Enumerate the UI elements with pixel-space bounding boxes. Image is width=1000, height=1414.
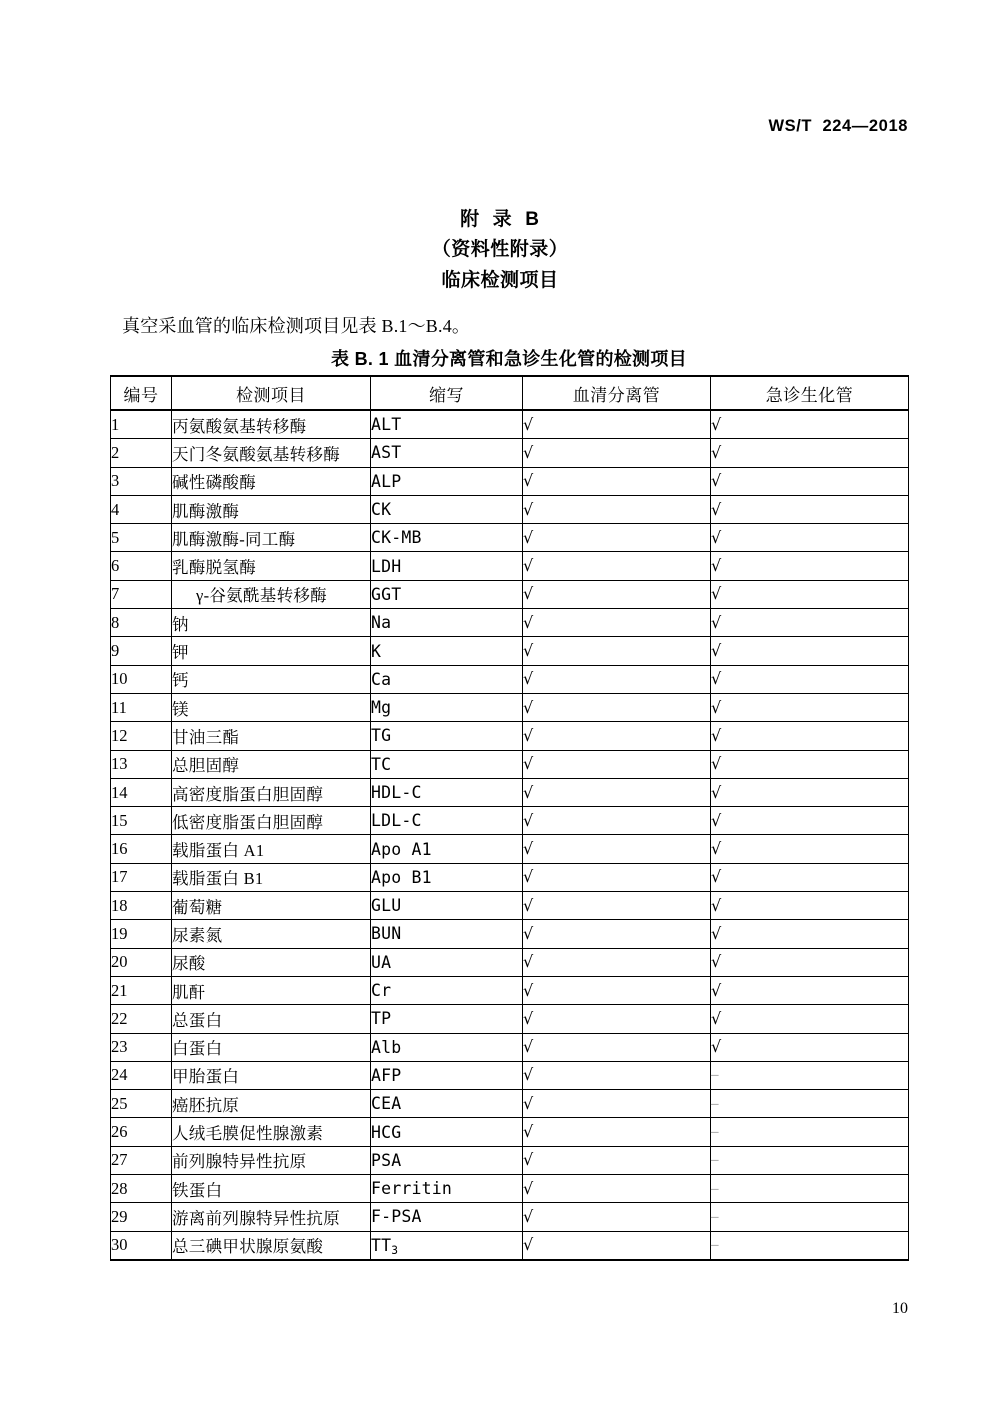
- check-icon: √: [711, 499, 722, 519]
- cell-no: 16: [111, 835, 172, 863]
- cell-stat-biochemistry-tube: [711, 665, 909, 693]
- cell-no: 12: [111, 722, 172, 750]
- cell-stat-biochemistry-tube: [711, 948, 909, 976]
- dash-icon: –: [711, 1095, 719, 1112]
- cell-no: 5: [111, 524, 172, 552]
- cell-serum-separation-tube: [523, 892, 711, 920]
- check-icon: √: [711, 952, 722, 972]
- cell-serum-separation-tube: [523, 1090, 711, 1118]
- cell-stat-biochemistry-tube: [711, 1090, 909, 1118]
- table-row: [111, 1175, 909, 1203]
- cell-serum-separation-tube: [523, 693, 711, 721]
- cell-stat-biochemistry-tube: [711, 722, 909, 750]
- cell-abbreviation: UA: [371, 948, 523, 976]
- cell-abbreviation: Na: [371, 609, 523, 637]
- dash-icon: –: [711, 1152, 719, 1169]
- cell-serum-separation-tube: [523, 807, 711, 835]
- check-icon: √: [523, 527, 534, 547]
- cell-abbreviation: K: [371, 637, 523, 665]
- cell-serum-separation-tube: [523, 835, 711, 863]
- cell-serum-separation-tube: [523, 609, 711, 637]
- cell-abbreviation: Alb: [371, 1033, 523, 1061]
- check-icon: √: [523, 923, 534, 943]
- table-row: [111, 892, 909, 920]
- annex-type: （资料性附录）: [431, 239, 569, 260]
- cell-no: 9: [111, 637, 172, 665]
- cell-serum-separation-tube: [523, 637, 711, 665]
- cell-serum-separation-tube: [523, 1118, 711, 1146]
- check-icon: √: [523, 442, 534, 462]
- cell-item-name: 人绒毛膜促性腺激素: [172, 1118, 371, 1146]
- check-icon: √: [711, 980, 722, 1000]
- cell-serum-separation-tube: [523, 1203, 711, 1231]
- check-icon: √: [523, 782, 534, 802]
- cell-abbreviation: CK-MB: [371, 524, 523, 552]
- cell-stat-biochemistry-tube: [711, 439, 909, 467]
- cell-serum-separation-tube: [523, 778, 711, 806]
- cell-serum-separation-tube: [523, 948, 711, 976]
- check-icon: √: [711, 584, 722, 604]
- cell-item-name: 总三碘甲状腺原氨酸: [172, 1231, 371, 1260]
- cell-stat-biochemistry-tube: [711, 1146, 909, 1174]
- table-row: [111, 1231, 909, 1260]
- check-icon: √: [523, 584, 534, 604]
- check-icon: √: [711, 923, 722, 943]
- cell-item-name: 尿素氮: [172, 920, 371, 948]
- annex-heading-block: [0, 205, 1000, 297]
- table-row: [111, 637, 909, 665]
- table-row: [111, 948, 909, 976]
- check-icon: √: [711, 669, 722, 689]
- table-row: [111, 495, 909, 523]
- column-header-no: 编号: [111, 376, 172, 410]
- table-row: [111, 665, 909, 693]
- table-row: [111, 580, 909, 608]
- dash-icon: –: [711, 1180, 719, 1197]
- cell-no: 10: [111, 665, 172, 693]
- check-icon: √: [523, 1206, 534, 1226]
- cell-stat-biochemistry-tube: [711, 1231, 909, 1260]
- cell-abbreviation: Cr: [371, 976, 523, 1004]
- check-icon: √: [711, 867, 722, 887]
- check-icon: √: [523, 1037, 534, 1057]
- table-head: [111, 376, 909, 410]
- cell-no: 22: [111, 1005, 172, 1033]
- check-icon: √: [523, 810, 534, 830]
- cell-item-name: 乳酶脱氢酶: [172, 552, 371, 580]
- cell-stat-biochemistry-tube: [711, 807, 909, 835]
- check-icon: √: [711, 782, 722, 802]
- cell-abbreviation: TP: [371, 1005, 523, 1033]
- cell-serum-separation-tube: [523, 1033, 711, 1061]
- cell-item-name: 游离前列腺特异性抗原: [172, 1203, 371, 1231]
- check-icon: √: [711, 612, 722, 632]
- cell-stat-biochemistry-tube: [711, 495, 909, 523]
- check-icon: √: [523, 697, 534, 717]
- table-row: [111, 778, 909, 806]
- cell-stat-biochemistry-tube: [711, 467, 909, 495]
- table-header-row: [111, 376, 909, 410]
- dash-icon: –: [711, 1067, 719, 1084]
- cell-item-name: 低密度脂蛋白胆固醇: [172, 807, 371, 835]
- cell-no: 11: [111, 693, 172, 721]
- check-icon: √: [711, 1008, 722, 1028]
- check-icon: √: [523, 725, 534, 745]
- cell-serum-separation-tube: [523, 439, 711, 467]
- cell-no: 24: [111, 1061, 172, 1089]
- check-icon: √: [523, 414, 534, 434]
- cell-item-name: 铁蛋白: [172, 1175, 371, 1203]
- check-icon: √: [711, 725, 722, 745]
- check-icon: √: [523, 669, 534, 689]
- cell-item-name: 葡萄糖: [172, 892, 371, 920]
- check-icon: √: [711, 641, 722, 661]
- cell-item-name: 碱性磷酸酶: [172, 467, 371, 495]
- cell-serum-separation-tube: [523, 722, 711, 750]
- cell-no: 27: [111, 1146, 172, 1174]
- cell-serum-separation-tube: [523, 665, 711, 693]
- table-container: [110, 375, 908, 1261]
- table-row: [111, 467, 909, 495]
- table-row: [111, 863, 909, 891]
- check-icon: √: [711, 754, 722, 774]
- cell-serum-separation-tube: [523, 863, 711, 891]
- cell-serum-separation-tube: [523, 580, 711, 608]
- cell-abbreviation: Apo A1: [371, 835, 523, 863]
- cell-item-name: 肌酶激酶: [172, 495, 371, 523]
- cell-item-name: 镁: [172, 693, 371, 721]
- table-row: [111, 750, 909, 778]
- check-icon: √: [523, 839, 534, 859]
- cell-item-name: 天门冬氨酸氨基转移酶: [172, 439, 371, 467]
- check-icon: √: [523, 1093, 534, 1113]
- check-icon: √: [711, 895, 722, 915]
- cell-abbreviation: ALT: [371, 410, 523, 439]
- cell-item-name: 高密度脂蛋白胆固醇: [172, 778, 371, 806]
- cell-stat-biochemistry-tube: [711, 920, 909, 948]
- cell-abbreviation: GGT: [371, 580, 523, 608]
- table-row: [111, 722, 909, 750]
- cell-no: 7: [111, 580, 172, 608]
- cell-abbreviation: F-PSA: [371, 1203, 523, 1231]
- cell-stat-biochemistry-tube: [711, 637, 909, 665]
- cell-no: 21: [111, 976, 172, 1004]
- cell-no: 18: [111, 892, 172, 920]
- cell-item-name: 癌胚抗原: [172, 1090, 371, 1118]
- cell-serum-separation-tube: [523, 1146, 711, 1174]
- check-icon: √: [523, 641, 534, 661]
- cell-item-name: 前列腺特异性抗原: [172, 1146, 371, 1174]
- check-icon: √: [523, 1235, 534, 1255]
- cell-abbreviation: ALP: [371, 467, 523, 495]
- cell-stat-biochemistry-tube: [711, 750, 909, 778]
- page-number: 10: [892, 1300, 908, 1317]
- cell-no: 25: [111, 1090, 172, 1118]
- cell-stat-biochemistry-tube: [711, 1118, 909, 1146]
- cell-item-name: γ-谷氨酰基转移酶: [172, 580, 371, 608]
- cell-item-name: 甘油三酯: [172, 722, 371, 750]
- check-icon: √: [523, 612, 534, 632]
- cell-abbreviation: HDL-C: [371, 778, 523, 806]
- check-icon: √: [523, 1065, 534, 1085]
- check-icon: √: [711, 442, 722, 462]
- dash-icon: –: [711, 1237, 719, 1254]
- cell-stat-biochemistry-tube: [711, 1033, 909, 1061]
- cell-serum-separation-tube: [523, 1231, 711, 1260]
- cell-no: 15: [111, 807, 172, 835]
- check-icon: √: [523, 499, 534, 519]
- table-row: [111, 920, 909, 948]
- check-icon: √: [523, 1178, 534, 1198]
- cell-item-name: 肌酶激酶-同工酶: [172, 524, 371, 552]
- check-icon: √: [523, 980, 534, 1000]
- cell-item-name: 肌酐: [172, 976, 371, 1004]
- cell-abbreviation: PSA: [371, 1146, 523, 1174]
- check-icon: √: [711, 527, 722, 547]
- cell-item-name: 钾: [172, 637, 371, 665]
- table-caption: 表 B. 1 血清分离管和急诊生化管的检测项目: [331, 349, 687, 369]
- check-icon: √: [523, 1008, 534, 1028]
- cell-no: 14: [111, 778, 172, 806]
- table-row: [111, 976, 909, 1004]
- running-header-standard-code: WS/T 224—2018: [768, 117, 908, 135]
- cell-serum-separation-tube: [523, 750, 711, 778]
- table-row: [111, 1146, 909, 1174]
- check-icon: √: [523, 1122, 534, 1142]
- check-icon: √: [523, 556, 534, 576]
- table-row: [111, 1061, 909, 1089]
- cell-abbreviation: CK: [371, 495, 523, 523]
- cell-abbreviation: TG: [371, 722, 523, 750]
- cell-no: 17: [111, 863, 172, 891]
- table-row: [111, 1005, 909, 1033]
- cell-item-name: 甲胎蛋白: [172, 1061, 371, 1089]
- cell-item-name: 白蛋白: [172, 1033, 371, 1061]
- annex-title: 附 录 B: [460, 209, 540, 230]
- cell-no: 30: [111, 1231, 172, 1260]
- cell-stat-biochemistry-tube: [711, 1005, 909, 1033]
- check-icon: √: [523, 867, 534, 887]
- table-row: [111, 609, 909, 637]
- check-icon: √: [523, 471, 534, 491]
- cell-no: 3: [111, 467, 172, 495]
- cell-stat-biochemistry-tube: [711, 410, 909, 439]
- cell-abbreviation: Ca: [371, 665, 523, 693]
- cell-stat-biochemistry-tube: [711, 1203, 909, 1231]
- column-header-item: 检测项目: [172, 376, 371, 410]
- table-row: [111, 1033, 909, 1061]
- cell-abbreviation: Apo B1: [371, 863, 523, 891]
- table-row: [111, 439, 909, 467]
- column-header-serum-separation-tube: 血清分离管: [523, 376, 711, 410]
- cell-stat-biochemistry-tube: [711, 552, 909, 580]
- cell-item-name: 载脂蛋白 B1: [172, 863, 371, 891]
- cell-no: 28: [111, 1175, 172, 1203]
- cell-abbreviation: LDH: [371, 552, 523, 580]
- table-row: [111, 410, 909, 439]
- check-icon: √: [523, 754, 534, 774]
- cell-no: 8: [111, 609, 172, 637]
- cell-no: 13: [111, 750, 172, 778]
- cell-no: 29: [111, 1203, 172, 1231]
- column-header-stat-biochemistry-tube: 急诊生化管: [711, 376, 909, 410]
- cell-no: 26: [111, 1118, 172, 1146]
- cell-item-name: 总蛋白: [172, 1005, 371, 1033]
- clinical-test-items-table: [110, 375, 909, 1261]
- cell-item-name: 钙: [172, 665, 371, 693]
- cell-stat-biochemistry-tube: [711, 1061, 909, 1089]
- cell-stat-biochemistry-tube: [711, 892, 909, 920]
- cell-stat-biochemistry-tube: [711, 863, 909, 891]
- check-icon: √: [523, 952, 534, 972]
- check-icon: √: [711, 839, 722, 859]
- cell-abbreviation: BUN: [371, 920, 523, 948]
- cell-stat-biochemistry-tube: [711, 976, 909, 1004]
- check-icon: √: [523, 1150, 534, 1170]
- cell-abbreviation: Ferritin: [371, 1175, 523, 1203]
- cell-serum-separation-tube: [523, 495, 711, 523]
- table-row: [111, 1118, 909, 1146]
- cell-no: 2: [111, 439, 172, 467]
- table-row: [111, 835, 909, 863]
- table-row: [111, 807, 909, 835]
- cell-serum-separation-tube: [523, 976, 711, 1004]
- table-row: [111, 693, 909, 721]
- cell-serum-separation-tube: [523, 1005, 711, 1033]
- cell-abbreviation: GLU: [371, 892, 523, 920]
- intro-paragraph: 真空采血管的临床检测项目见表 B.1～B.4。: [122, 316, 471, 336]
- abbreviation-subscript: 3: [391, 1243, 399, 1257]
- cell-serum-separation-tube: [523, 1175, 711, 1203]
- cell-serum-separation-tube: [523, 467, 711, 495]
- table-row: [111, 1203, 909, 1231]
- table-body: [111, 410, 909, 1260]
- cell-stat-biochemistry-tube: [711, 1175, 909, 1203]
- cell-serum-separation-tube: [523, 552, 711, 580]
- dash-icon: –: [711, 1208, 719, 1225]
- cell-abbreviation: AST: [371, 439, 523, 467]
- check-icon: √: [523, 895, 534, 915]
- dash-icon: –: [711, 1124, 719, 1141]
- abbreviation-base: TT: [371, 1235, 392, 1255]
- cell-item-name: 总胆固醇: [172, 750, 371, 778]
- cell-serum-separation-tube: [523, 410, 711, 439]
- cell-serum-separation-tube: [523, 920, 711, 948]
- cell-no: 4: [111, 495, 172, 523]
- cell-stat-biochemistry-tube: [711, 609, 909, 637]
- cell-item-name: 钠: [172, 609, 371, 637]
- check-icon: √: [711, 1037, 722, 1057]
- table-row: [111, 524, 909, 552]
- check-icon: √: [711, 697, 722, 717]
- cell-no: 23: [111, 1033, 172, 1061]
- cell-abbreviation: TC: [371, 750, 523, 778]
- cell-no: 19: [111, 920, 172, 948]
- cell-item-name: 尿酸: [172, 948, 371, 976]
- cell-abbreviation: Mg: [371, 693, 523, 721]
- check-icon: √: [711, 810, 722, 830]
- check-icon: √: [711, 556, 722, 576]
- cell-stat-biochemistry-tube: [711, 693, 909, 721]
- cell-no: 6: [111, 552, 172, 580]
- cell-stat-biochemistry-tube: [711, 835, 909, 863]
- cell-stat-biochemistry-tube: [711, 580, 909, 608]
- table-row: [111, 552, 909, 580]
- table-row: [111, 1090, 909, 1118]
- cell-abbreviation: HCG: [371, 1118, 523, 1146]
- cell-no: 20: [111, 948, 172, 976]
- cell-abbreviation: [371, 1231, 523, 1260]
- cell-abbreviation: LDL-C: [371, 807, 523, 835]
- check-icon: √: [711, 414, 722, 434]
- cell-stat-biochemistry-tube: [711, 524, 909, 552]
- cell-abbreviation: CEA: [371, 1090, 523, 1118]
- cell-no: 1: [111, 410, 172, 439]
- cell-item-name: 载脂蛋白 A1: [172, 835, 371, 863]
- column-header-abbr: 缩写: [371, 376, 523, 410]
- cell-item-name: 丙氨酸氨基转移酶: [172, 410, 371, 439]
- cell-serum-separation-tube: [523, 1061, 711, 1089]
- cell-abbreviation: AFP: [371, 1061, 523, 1089]
- check-icon: √: [711, 471, 722, 491]
- cell-serum-separation-tube: [523, 524, 711, 552]
- annex-name: 临床检测项目: [441, 270, 559, 291]
- cell-stat-biochemistry-tube: [711, 778, 909, 806]
